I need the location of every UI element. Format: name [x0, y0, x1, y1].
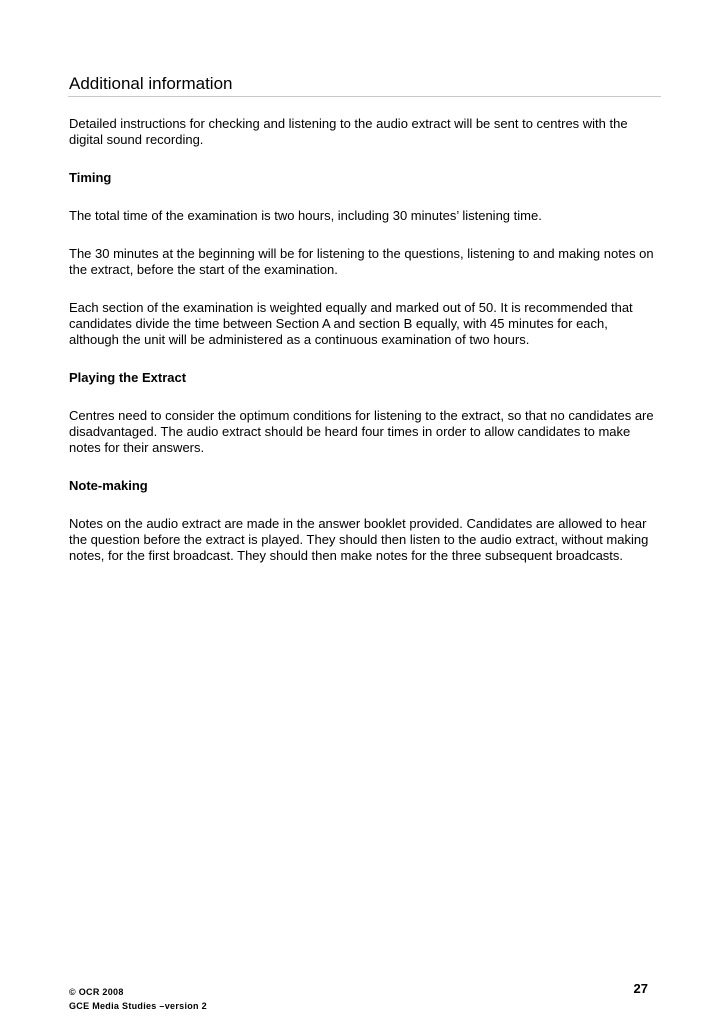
intro-paragraph: Detailed instructions for checking and listening to the audio extract will be sent to centres with the digital sound recording.: [69, 116, 628, 147]
note-making-paragraph: Notes on the audio extract are made in the answer booklet provided. Candidates are allowed to hear the question before the extract is played. They should then listen to the audio extract, without making notes, for the first broadcast. They should then make notes for the three subsequent broadcasts.: [69, 516, 649, 563]
footer-document-title: GCE Media Studies –version 2: [69, 1001, 207, 1011]
timing-paragraph-1: The total time of the examination is two hours, including 30 minutes’ listening time.: [69, 208, 542, 223]
footer: [69, 985, 207, 1013]
timing-paragraph-3: Each section of the examination is weighted equally and marked out of 50. It is recommended that candidates divide the time between Section A and section B equally, with 45 minutes for each, although the unit will be administered as a continuous examination of two hours.: [69, 300, 633, 347]
note-making-subheading: Note-making: [69, 478, 148, 493]
heading-divider: [68, 96, 661, 97]
timing-subheading: Timing: [69, 170, 112, 185]
timing-paragraph-2: The 30 minutes at the beginning will be for listening to the questions, listening to and making notes on the extract, before the start of the examination.: [69, 246, 654, 277]
playing-extract-subheading: Playing the Extract: [69, 370, 187, 385]
document-body: [69, 116, 661, 586]
section-heading: Additional information: [69, 74, 233, 93]
playing-extract-paragraph: Centres need to consider the optimum conditions for listening to the extract, so that no candidates are disadvantaged. The audio extract should be heard four times in order to allow candidates to make notes for their answers.: [69, 408, 654, 455]
footer-copyright: © OCR 2008: [69, 987, 124, 997]
page-number: 27: [633, 981, 648, 996]
